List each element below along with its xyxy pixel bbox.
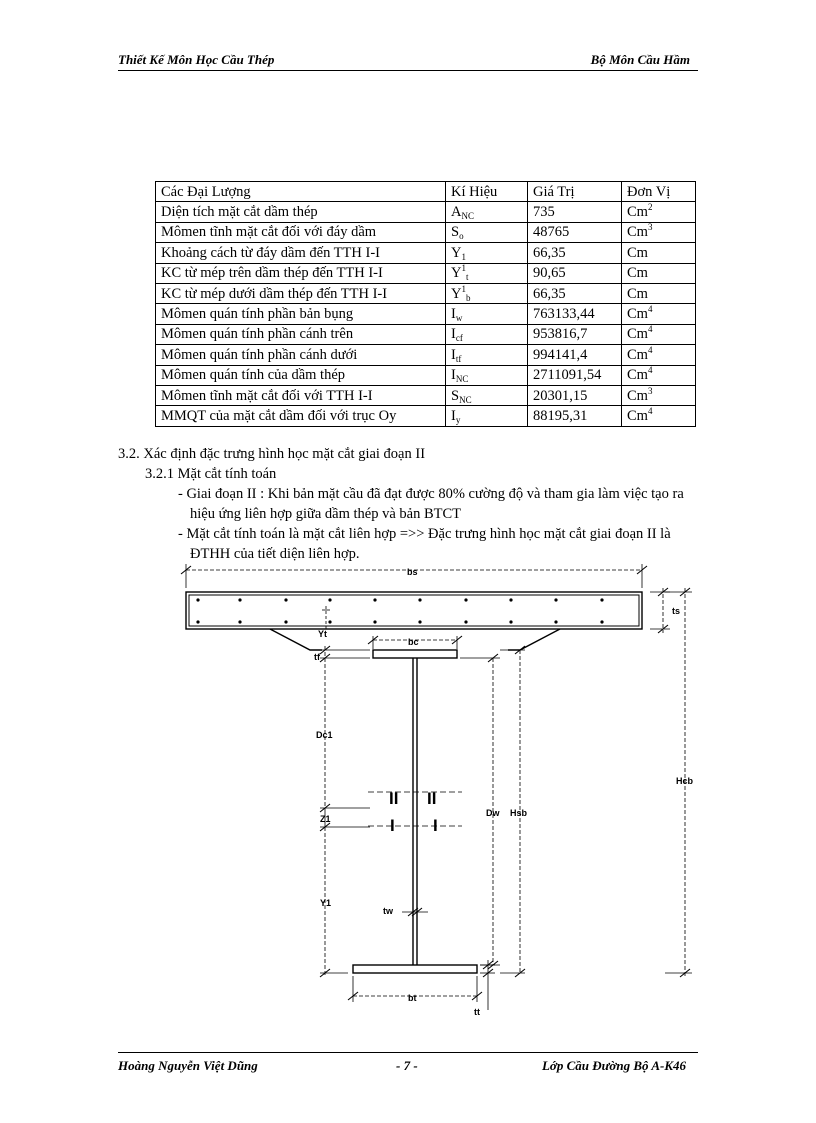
value-text: 20301,15 bbox=[533, 387, 588, 404]
quantity-cell bbox=[156, 283, 446, 303]
symbol-cell bbox=[446, 304, 528, 324]
label-hsb: Hsb bbox=[510, 808, 528, 818]
value-cell bbox=[528, 243, 622, 263]
quantity-name: MMQT của mặt cắt dầm đối với trục Oy bbox=[161, 407, 397, 424]
composite-section-figure bbox=[170, 560, 710, 1030]
quantity-cell bbox=[156, 263, 446, 283]
bullet-2-line-2: ĐTHH của tiết diện liên hợp. bbox=[190, 546, 360, 562]
value-cell bbox=[528, 222, 622, 242]
quantity-name: Mômen tĩnh mặt cắt đối với đáy dầm bbox=[161, 224, 377, 241]
unit-text: Cm bbox=[627, 387, 648, 404]
table-body bbox=[156, 202, 696, 426]
value-cell bbox=[528, 345, 622, 365]
rebar-dots bbox=[196, 598, 603, 623]
unit-exponent: 3 bbox=[647, 222, 653, 233]
col-header-symbol: Kí Hiệu bbox=[446, 182, 528, 202]
quantity-name: Mômen quán tính phần cánh trên bbox=[161, 326, 354, 343]
quantity-name: KC từ mép trên dầm thép đến TTH I-I bbox=[161, 265, 383, 282]
footer-author: Hoàng Nguyễn Việt Dũng bbox=[118, 1058, 258, 1073]
quantity-cell bbox=[156, 324, 446, 344]
label-hcb: Hcb bbox=[676, 776, 694, 786]
unit-text: Cm bbox=[627, 306, 648, 323]
value-text: 2711091,54 bbox=[533, 367, 602, 384]
col-header-quantity: Các Đại Lượng bbox=[156, 182, 446, 202]
quantity-cell bbox=[156, 345, 446, 365]
symbol-letter: S bbox=[451, 387, 460, 404]
symbol-letter: A bbox=[451, 204, 462, 221]
symbol-cell bbox=[446, 385, 528, 405]
label-z1: Z1 bbox=[320, 814, 331, 824]
label-bs: bs bbox=[407, 567, 418, 577]
quantity-cell bbox=[156, 304, 446, 324]
symbol-letter: I bbox=[451, 326, 456, 343]
quantity-name: Mômen quán tính của dầm thép bbox=[161, 367, 346, 384]
label-y1: Y1 bbox=[320, 898, 332, 908]
page-footer bbox=[118, 1052, 698, 1075]
quantity-name: KC từ mép dưới dầm thép đến TTH I-I bbox=[161, 285, 388, 302]
quantity-name: Mômen tĩnh mặt cắt đối với TTH I-I bbox=[161, 387, 373, 404]
value-text: 994141,4 bbox=[533, 346, 588, 363]
table-row bbox=[156, 345, 696, 365]
value-cell bbox=[528, 406, 622, 426]
table-row bbox=[156, 222, 696, 242]
unit-cell bbox=[622, 283, 696, 303]
symbol-cell bbox=[446, 283, 528, 303]
symbol-subscript: 1 bbox=[461, 251, 466, 262]
symbol-cell bbox=[446, 222, 528, 242]
table-row bbox=[156, 263, 696, 283]
symbol-cell bbox=[446, 263, 528, 283]
unit-cell bbox=[622, 345, 696, 365]
unit-exponent: 3 bbox=[647, 385, 653, 396]
label-ts: ts bbox=[672, 606, 681, 616]
quantity-name: Khoảng cách từ đáy dầm đến TTH I-I bbox=[161, 244, 380, 261]
unit-exponent: 4 bbox=[647, 344, 653, 355]
unit-exponent: 4 bbox=[647, 324, 653, 335]
footer-class: Lớp Cầu Đường Bộ A-K46 bbox=[541, 1058, 686, 1073]
table-row bbox=[156, 385, 696, 405]
label-bt: bt bbox=[408, 993, 417, 1003]
table-row bbox=[156, 202, 696, 222]
unit-cell bbox=[622, 202, 696, 222]
table-row bbox=[156, 365, 696, 385]
value-text: 90,65 bbox=[533, 265, 566, 282]
unit-exponent: 4 bbox=[647, 304, 653, 315]
unit-cell bbox=[622, 243, 696, 263]
symbol-subscript: b bbox=[465, 292, 471, 303]
section-heading: 3.2. Xác định đặc trưng hình học mặt cắt giai đoạn II bbox=[118, 446, 426, 462]
symbol-cell bbox=[446, 324, 528, 344]
unit-text: Cm bbox=[627, 285, 648, 302]
unit-text: Cm bbox=[627, 326, 648, 343]
label-tf: tf bbox=[314, 652, 320, 662]
unit-cell bbox=[622, 385, 696, 405]
value-text: 735 bbox=[533, 204, 555, 221]
symbol-subscript: cf bbox=[455, 333, 463, 344]
quantity-cell bbox=[156, 243, 446, 263]
table-header-row bbox=[156, 182, 696, 202]
quantity-cell bbox=[156, 222, 446, 242]
label-tt: tt bbox=[474, 1007, 480, 1017]
value-text: 953816,7 bbox=[533, 326, 588, 343]
symbol-letter: Y bbox=[451, 285, 462, 302]
label-dw: Dw bbox=[486, 808, 500, 818]
quantity-name: Mômen quán tính phần bản bụng bbox=[161, 306, 354, 323]
table-row bbox=[156, 406, 696, 426]
page-number: - 7 - bbox=[396, 1058, 418, 1073]
symbol-subscript: o bbox=[459, 231, 464, 242]
value-cell bbox=[528, 365, 622, 385]
quantity-cell bbox=[156, 365, 446, 385]
value-cell bbox=[528, 304, 622, 324]
unit-cell bbox=[622, 365, 696, 385]
unit-exponent: 4 bbox=[647, 405, 653, 416]
symbol-subscript: NC bbox=[455, 374, 469, 385]
value-text: 66,35 bbox=[533, 285, 566, 302]
symbol-letter: I bbox=[451, 306, 456, 323]
unit-text: Cm bbox=[627, 407, 648, 424]
value-cell bbox=[528, 283, 622, 303]
unit-cell bbox=[622, 304, 696, 324]
label-yt: Yt bbox=[318, 629, 327, 639]
label-tw: tw bbox=[383, 906, 393, 916]
symbol-letter: Y bbox=[451, 265, 462, 282]
symbol-subscript: y bbox=[455, 414, 461, 425]
symbol-letter: I bbox=[451, 407, 456, 424]
col-header-value: Giá Trị bbox=[528, 182, 622, 202]
symbol-cell bbox=[446, 345, 528, 365]
bullet-1-line-2: hiệu ứng liên hợp giữa dầm thép và bản BTCT bbox=[190, 506, 462, 522]
properties-table bbox=[155, 181, 696, 427]
unit-text: Cm bbox=[627, 224, 648, 241]
unit-text: Cm bbox=[627, 204, 648, 221]
table-row bbox=[156, 243, 696, 263]
unit-exponent: 2 bbox=[647, 202, 653, 213]
value-cell bbox=[528, 385, 622, 405]
value-text: 66,35 bbox=[533, 244, 566, 261]
value-text: 88195,31 bbox=[533, 407, 588, 424]
label-bc: bc bbox=[408, 637, 419, 647]
symbol-letter: S bbox=[451, 224, 460, 241]
symbol-subscript: w bbox=[455, 313, 463, 324]
unit-cell bbox=[622, 263, 696, 283]
unit-exponent: 4 bbox=[647, 365, 653, 376]
symbol-cell bbox=[446, 243, 528, 263]
symbol-subscript: NC bbox=[459, 394, 472, 405]
symbol-letter: I bbox=[451, 346, 456, 363]
table-row bbox=[156, 324, 696, 344]
page-header bbox=[118, 50, 698, 71]
figure-outline bbox=[186, 592, 642, 973]
col-header-unit: Đơn Vị bbox=[622, 182, 696, 202]
symbol-superscript: 1 bbox=[461, 283, 466, 294]
axis-i-right: I bbox=[433, 816, 438, 835]
symbol-letter: Y bbox=[451, 244, 462, 261]
value-text: 763133,44 bbox=[533, 306, 595, 323]
symbol-letter: I bbox=[451, 367, 456, 384]
quantity-cell bbox=[156, 385, 446, 405]
unit-cell bbox=[622, 222, 696, 242]
symbol-subscript: NC bbox=[461, 211, 474, 222]
symbol-cell bbox=[446, 365, 528, 385]
bullet-2-line-1: - Mặt cắt tính toán là mặt cắt liên hợp =>> Đặc trưng hình học mặt cắt giai đoạn II là bbox=[178, 526, 671, 542]
symbol-subscript: t bbox=[465, 272, 469, 283]
label-dc1: Dc1 bbox=[316, 730, 333, 740]
unit-cell bbox=[622, 324, 696, 344]
quantity-cell bbox=[156, 202, 446, 222]
subsection-heading: 3.2.1 Mặt cắt tính toán bbox=[145, 466, 277, 482]
quantity-name: Mômen quán tính phần cánh dưới bbox=[161, 346, 358, 363]
symbol-cell bbox=[446, 202, 528, 222]
table-row bbox=[156, 283, 696, 303]
tick-marks bbox=[181, 566, 690, 1000]
value-cell bbox=[528, 324, 622, 344]
unit-text: Cm bbox=[627, 265, 648, 282]
unit-text: Cm bbox=[627, 244, 648, 261]
table-row bbox=[156, 304, 696, 324]
unit-cell bbox=[622, 406, 696, 426]
symbol-subscript: tf bbox=[455, 353, 462, 364]
quantity-cell bbox=[156, 406, 446, 426]
axis-i-left: I bbox=[390, 816, 395, 835]
value-cell bbox=[528, 263, 622, 283]
axis-ii-right: II bbox=[427, 789, 437, 808]
quantity-name: Diện tích mặt cắt dầm thép bbox=[161, 204, 318, 221]
value-text: 48765 bbox=[533, 224, 570, 241]
header-course-title: Thiết Kế Môn Học Cầu Thép bbox=[118, 52, 275, 67]
bullet-1-line-1: - Giai đoạn II : Khi bản mặt cầu đã đạt được 80% cường độ và tham gia làm việc tạo ra bbox=[178, 486, 684, 502]
axis-ii-left: II bbox=[389, 789, 399, 808]
dimension-lines bbox=[186, 564, 692, 1010]
unit-text: Cm bbox=[627, 346, 648, 363]
symbol-cell bbox=[446, 406, 528, 426]
value-cell bbox=[528, 202, 622, 222]
unit-text: Cm bbox=[627, 367, 648, 384]
symbol-superscript: 1 bbox=[461, 263, 466, 274]
header-department: Bộ Môn Cầu Hầm bbox=[590, 52, 690, 67]
